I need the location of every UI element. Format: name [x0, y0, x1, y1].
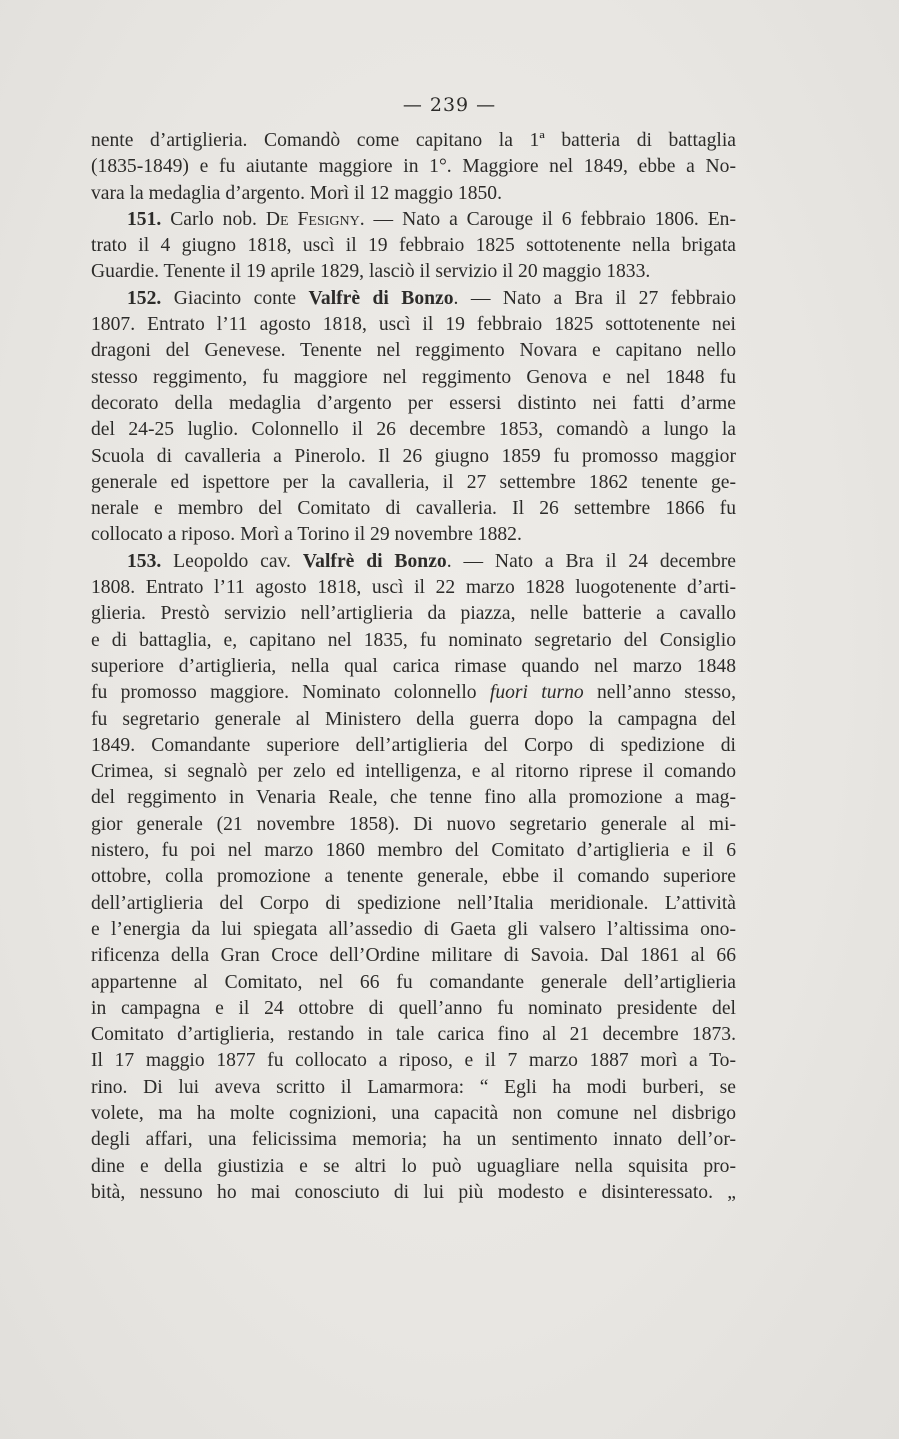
text-run: fu segretario generale al Ministero della guerra dopo la campagna del — [91, 708, 736, 730]
text-run: nente d’artiglieria. Comandò come capitano la 1ª batteria di battaglia — [91, 130, 736, 151]
text-run: superiore d’artiglieria, nella qual carica rimase quando nel marzo 1848 — [91, 655, 736, 677]
text-run: rificenza della Gran Croce dell’Ordine militare di Savoia. Dal 1861 al 66 — [91, 945, 736, 967]
text-run: . — Nato a Carouge il 6 febbraio 1806. En- — [359, 208, 736, 230]
text-run: stesso reggimento, fu maggiore nel reggimento Genova e nel 1848 fu — [91, 366, 736, 388]
text-line — [91, 259, 736, 285]
entry-number: 151. — [127, 208, 162, 230]
text-run: Scuola di cavalleria a Pinerolo. Il 26 giugno 1859 fu promosso maggior — [91, 445, 736, 467]
text-line — [91, 1022, 736, 1048]
text-line — [91, 233, 736, 259]
text-line — [91, 970, 736, 996]
text-run: Crimea, si segnalò per zelo ed intelligenza, e al ritorno riprese il comando — [91, 761, 736, 783]
text-line — [91, 601, 736, 627]
text-run: Comitato d’artiglieria, restando in tale carica fino al 21 decembre 1873. — [91, 1024, 736, 1046]
text-run: nell’anno stesso, — [583, 682, 736, 704]
text-line — [91, 338, 736, 364]
text-run: 1849. Comandante superiore dell’artiglieria del Corpo di spedizione di — [91, 734, 736, 756]
text-line — [91, 838, 736, 864]
text-run: generale ed ispettore per la cavalleria, il 27 settembre 1862 tenente ge- — [91, 471, 736, 493]
text-line — [91, 1075, 736, 1101]
text-line — [91, 496, 736, 522]
text-run: volete, ma ha molte cognizioni, una capacità non comune nel disbrigo — [91, 1102, 736, 1124]
text-line — [91, 1180, 736, 1206]
text-run: Leopoldo cav. — [161, 550, 303, 572]
text-line — [91, 785, 736, 811]
text-run: in campagna e il 24 ottobre di quell’anno fu nominato presidente del — [91, 997, 736, 1019]
text-run: fuori turno — [489, 682, 584, 704]
text-line — [91, 549, 736, 575]
text-run: ottobre, colla promozione a tenente generale, ebbe il comando superiore — [91, 866, 736, 888]
person-name: Valfrè di Bonzo — [302, 550, 447, 572]
text-line — [91, 943, 736, 969]
page-number: — 239 — — [402, 94, 497, 116]
entry-number: 152. — [127, 287, 162, 309]
text-line — [91, 628, 736, 654]
text-run: Giacinto conte — [161, 287, 309, 309]
text-run: Il 17 maggio 1877 fu collocato a riposo, e il 7 marzo 1887 morì a To- — [91, 1050, 736, 1072]
text-line — [91, 680, 736, 706]
text-run: e l’energia da lui spiegata all’assedio di Gaeta gli valsero l’altissima ono- — [91, 918, 736, 940]
text-line — [91, 996, 736, 1022]
text-run: vara la medaglia d’argento. Morì il 12 maggio 1850. — [91, 182, 502, 204]
text-run: nistero, fu poi nel marzo 1860 membro del Comitato d’artiglieria e il 6 — [91, 840, 736, 862]
text-run: decorato della medaglia d’argento per essersi distinto nei fatti d’arme — [91, 392, 736, 414]
text-run: appartenne al Comitato, nel 66 fu comandante generale dell’artiglieria — [91, 971, 736, 993]
text-run: (1835-1849) e fu aiutante maggiore in 1°. Maggiore nel 1849, ebbe a No- — [91, 156, 736, 178]
text-line — [91, 522, 736, 548]
text-run: 1808. Entrato l’11 agosto 1818, uscì il 22 marzo 1828 luogotenente d’arti- — [91, 577, 736, 599]
text-line — [91, 759, 736, 785]
text-run: Carlo nob. — [161, 208, 266, 230]
person-name: Valfrè di Bonzo — [308, 287, 454, 309]
text-run: gior generale (21 novembre 1858). Di nuovo segretario generale al mi- — [91, 813, 736, 835]
text-line — [91, 707, 736, 733]
page-body-text — [91, 128, 736, 1206]
text-line — [91, 864, 736, 890]
text-run: . — Nato a Bra il 24 decembre — [446, 550, 736, 572]
text-line — [91, 154, 736, 180]
text-run: nerale e membro del Comitato di cavalleria. Il 26 settembre 1866 fu — [91, 498, 736, 520]
text-line — [91, 391, 736, 417]
text-line — [91, 444, 736, 470]
text-run: glieria. Prestò servizio nell’artiglieria da piazza, nelle batterie a cavallo — [91, 603, 736, 625]
text-run: dine e della giustizia e se altri lo può uguagliare nella squisita pro- — [91, 1155, 736, 1177]
text-line — [91, 575, 736, 601]
text-line — [91, 286, 736, 312]
text-line — [91, 812, 736, 838]
text-line — [91, 891, 736, 917]
text-line — [91, 1127, 736, 1153]
text-line — [91, 733, 736, 759]
text-run: Guardie. Tenente il 19 aprile 1829, lasciò il servizio il 20 maggio 1833. — [91, 261, 651, 283]
text-line — [91, 128, 736, 154]
text-line — [91, 207, 736, 233]
text-run: rino. Di lui aveva scritto il Lamarmora: “ Egli ha modi burberi, se — [91, 1076, 736, 1098]
text-line — [91, 917, 736, 943]
text-line — [91, 312, 736, 338]
entry-number: 153. — [127, 550, 162, 572]
text-run: fu promosso maggiore. Nominato colonnello — [91, 682, 490, 704]
person-name: De Fesigny — [265, 208, 360, 230]
text-line — [91, 1154, 736, 1180]
text-line — [91, 1101, 736, 1127]
text-line — [91, 470, 736, 496]
text-line — [91, 1048, 736, 1074]
text-run: . — Nato a Bra il 27 febbraio — [453, 287, 736, 309]
text-run: dell’artiglieria del Corpo di spedizione nell’Italia meridionale. L’attività — [91, 892, 736, 914]
text-line — [91, 365, 736, 391]
text-line — [91, 181, 736, 207]
text-run: degli affari, una felicissima memoria; ha un sentimento innato dell’or- — [91, 1129, 736, 1151]
text-run: e di battaglia, e, capitano nel 1835, fu nominato segretario del Consiglio — [91, 629, 736, 651]
text-run: dragoni del Genevese. Tenente nel reggimento Novara e capitano nello — [91, 340, 736, 362]
text-line — [91, 417, 736, 443]
text-line — [91, 654, 736, 680]
text-run: del reggimento in Venaria Reale, che tenne fino alla promozione a mag- — [91, 787, 736, 809]
text-run: bità, nessuno ho mai conosciuto di lui più modesto e disinteressato. „ — [91, 1181, 736, 1203]
text-run: del 24-25 luglio. Colonnello il 26 decembre 1853, comandò a lungo la — [91, 419, 736, 441]
text-run: 1807. Entrato l’11 agosto 1818, uscì il 19 febbraio 1825 sottotenente nei — [91, 314, 736, 336]
text-run: collocato a riposo. Morì a Torino il 29 novembre 1882. — [91, 524, 522, 546]
text-run: trato il 4 giugno 1818, uscì il 19 febbraio 1825 sottotenente nella brigata — [91, 235, 736, 257]
